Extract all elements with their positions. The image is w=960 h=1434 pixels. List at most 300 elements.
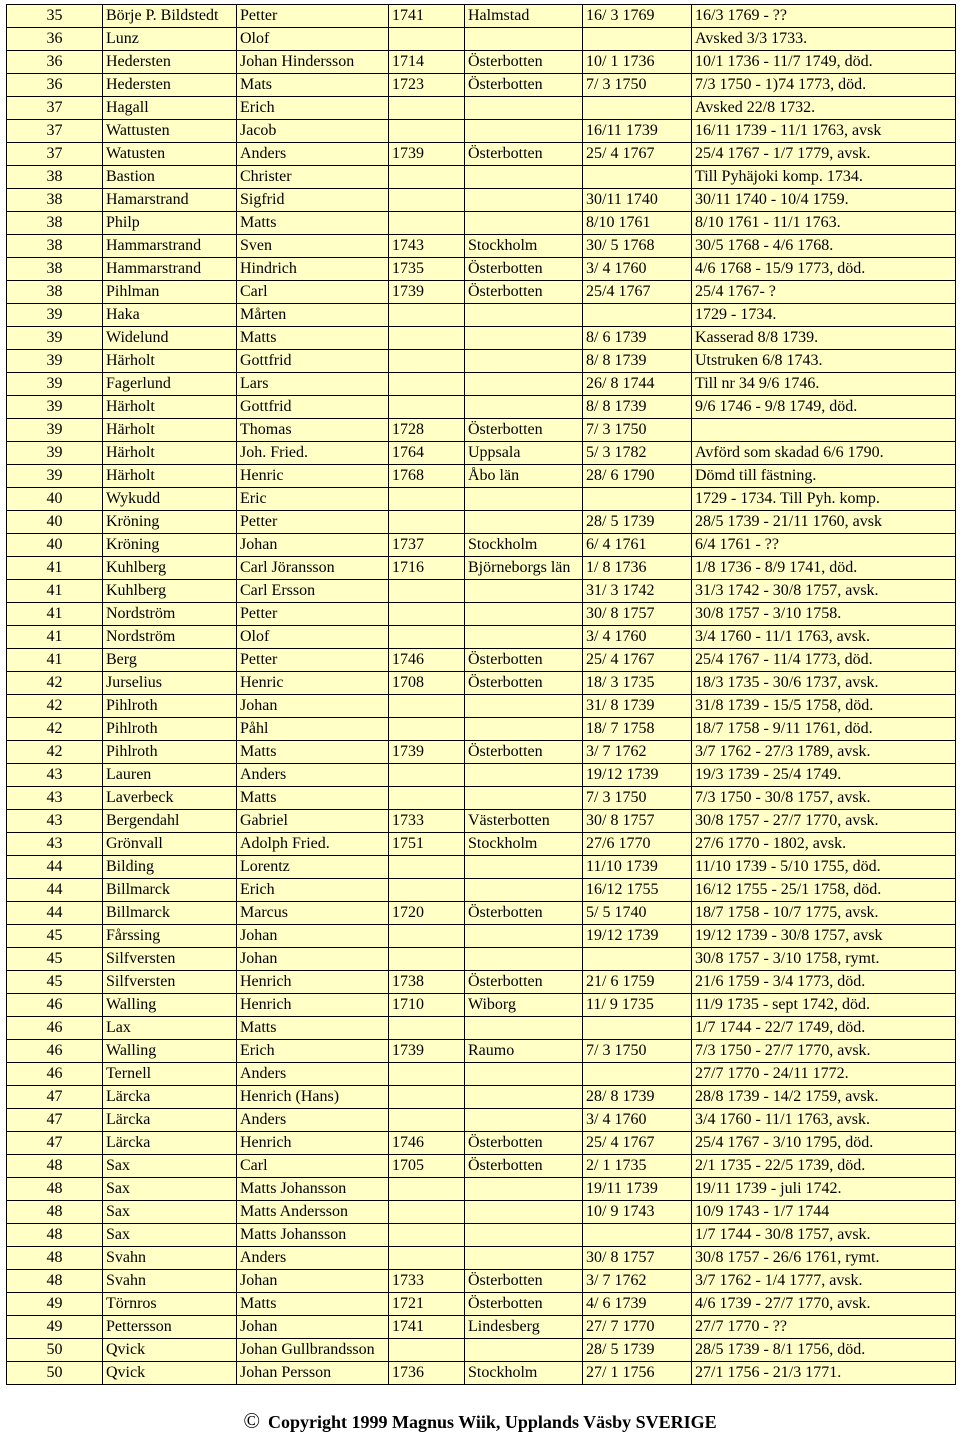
cell-born-year (389, 1017, 465, 1040)
cell-nr: 44 (7, 902, 103, 925)
cell-nr: 49 (7, 1316, 103, 1339)
cell-given-name: Johan (237, 695, 389, 718)
cell-enlisted: 3/ 7 1762 (583, 741, 692, 764)
cell-born-place: Österbotten (465, 143, 583, 166)
cell-born-place: Österbotten (465, 971, 583, 994)
cell-nr: 44 (7, 856, 103, 879)
cell-surname: Pettersson (103, 1316, 237, 1339)
cell-nr: 36 (7, 28, 103, 51)
cell-enlisted: 18/ 3 1735 (583, 672, 692, 695)
cell-given-name: Petter (237, 603, 389, 626)
cell-born-year: 1720 (389, 902, 465, 925)
cell-surname: Bastion (103, 166, 237, 189)
cell-nr: 37 (7, 97, 103, 120)
cell-nr: 36 (7, 74, 103, 97)
cell-enlisted: 11/10 1739 (583, 856, 692, 879)
cell-enlisted: 7/ 3 1750 (583, 419, 692, 442)
cell-service: Avsked 3/3 1733. (692, 28, 956, 51)
table-row (7, 373, 956, 396)
cell-service: 28/5 1739 - 8/1 1756, död. (692, 1339, 956, 1362)
cell-born-year: 1728 (389, 419, 465, 442)
cell-nr: 46 (7, 1017, 103, 1040)
table-row (7, 5, 956, 28)
cell-given-name: Johan (237, 948, 389, 971)
cell-enlisted: 16/ 3 1769 (583, 5, 692, 28)
cell-given-name: Anders (237, 764, 389, 787)
cell-service: 2/1 1735 - 22/5 1739, död. (692, 1155, 956, 1178)
table-row (7, 994, 956, 1017)
cell-born-place: Västerbotten (465, 810, 583, 833)
cell-nr: 48 (7, 1155, 103, 1178)
cell-enlisted: 25/ 4 1767 (583, 1132, 692, 1155)
cell-service: 27/7 1770 - ?? (692, 1316, 956, 1339)
cell-born-place: Björneborgs län (465, 557, 583, 580)
cell-born-place (465, 120, 583, 143)
cell-given-name: Carl (237, 281, 389, 304)
cell-born-year: 1708 (389, 672, 465, 695)
table-row (7, 511, 956, 534)
cell-given-name: Gabriel (237, 810, 389, 833)
cell-born-year: 1737 (389, 534, 465, 557)
cell-given-name: Gottfrid (237, 396, 389, 419)
cell-surname: Härholt (103, 396, 237, 419)
cell-service: 30/8 1757 - 26/6 1761, rymt. (692, 1247, 956, 1270)
table-row (7, 534, 956, 557)
cell-service: 4/6 1739 - 27/7 1770, avsk. (692, 1293, 956, 1316)
cell-born-year (389, 1086, 465, 1109)
cell-born-year (389, 166, 465, 189)
cell-surname: Lärcka (103, 1086, 237, 1109)
table-row (7, 465, 956, 488)
cell-nr: 46 (7, 994, 103, 1017)
table-row (7, 212, 956, 235)
cell-born-year (389, 856, 465, 879)
cell-surname: Kröning (103, 511, 237, 534)
cell-surname: Billmarck (103, 902, 237, 925)
cell-service: 28/5 1739 - 21/11 1760, avsk (692, 511, 956, 534)
cell-born-place (465, 488, 583, 511)
cell-surname: Härholt (103, 350, 237, 373)
cell-given-name: Henrich (237, 971, 389, 994)
cell-enlisted: 16/12 1755 (583, 879, 692, 902)
cell-born-year (389, 603, 465, 626)
cell-given-name: Mats (237, 74, 389, 97)
cell-service: 27/7 1770 - 24/11 1772. (692, 1063, 956, 1086)
cell-nr: 39 (7, 419, 103, 442)
cell-service: 9/6 1746 - 9/8 1749, död. (692, 396, 956, 419)
cell-nr: 40 (7, 511, 103, 534)
cell-nr: 42 (7, 741, 103, 764)
cell-nr: 42 (7, 672, 103, 695)
cell-service: 27/1 1756 - 21/3 1771. (692, 1362, 956, 1385)
cell-surname: Berg (103, 649, 237, 672)
cell-nr: 41 (7, 603, 103, 626)
cell-enlisted: 27/ 1 1756 (583, 1362, 692, 1385)
cell-enlisted: 28/ 6 1790 (583, 465, 692, 488)
cell-service: 3/4 1760 - 11/1 1763, avsk. (692, 1109, 956, 1132)
cell-born-place: Österbotten (465, 74, 583, 97)
table-row (7, 856, 956, 879)
cell-born-place (465, 212, 583, 235)
cell-born-year: 1739 (389, 143, 465, 166)
cell-surname: Lärcka (103, 1109, 237, 1132)
cell-nr: 38 (7, 212, 103, 235)
cell-surname: Kröning (103, 534, 237, 557)
table-row (7, 1086, 956, 1109)
roster-table-body (7, 5, 956, 1385)
cell-surname: Lunz (103, 28, 237, 51)
cell-enlisted: 3/ 4 1760 (583, 1109, 692, 1132)
cell-given-name: Johan Persson (237, 1362, 389, 1385)
cell-born-place (465, 97, 583, 120)
cell-born-year: 1764 (389, 442, 465, 465)
cell-enlisted (583, 1224, 692, 1247)
cell-born-year: 1746 (389, 649, 465, 672)
cell-enlisted: 25/4 1767 (583, 281, 692, 304)
cell-given-name: Henric (237, 465, 389, 488)
cell-born-place (465, 1224, 583, 1247)
cell-born-place (465, 166, 583, 189)
table-row (7, 166, 956, 189)
cell-nr: 39 (7, 327, 103, 350)
table-row (7, 1270, 956, 1293)
cell-given-name: Erich (237, 97, 389, 120)
table-row (7, 1109, 956, 1132)
cell-given-name: Eric (237, 488, 389, 511)
cell-given-name: Carl Jöransson (237, 557, 389, 580)
cell-service: 30/8 1757 - 3/10 1758, rymt. (692, 948, 956, 971)
cell-service: Avförd som skadad 6/6 1790. (692, 442, 956, 465)
cell-service: 18/3 1735 - 30/6 1737, avsk. (692, 672, 956, 695)
table-row (7, 143, 956, 166)
cell-born-year: 1723 (389, 74, 465, 97)
cell-born-place: Österbotten (465, 51, 583, 74)
cell-enlisted: 4/ 6 1739 (583, 1293, 692, 1316)
cell-enlisted: 3/ 4 1760 (583, 258, 692, 281)
cell-surname: Grönvall (103, 833, 237, 856)
cell-service: Till nr 34 9/6 1746. (692, 373, 956, 396)
cell-born-year (389, 764, 465, 787)
cell-born-year: 1733 (389, 810, 465, 833)
cell-surname: Härholt (103, 465, 237, 488)
cell-service: 21/6 1759 - 3/4 1773, död. (692, 971, 956, 994)
cell-surname: Lax (103, 1017, 237, 1040)
cell-given-name: Anders (237, 1109, 389, 1132)
cell-enlisted: 25/ 4 1767 (583, 649, 692, 672)
cell-enlisted: 5/ 3 1782 (583, 442, 692, 465)
cell-nr: 38 (7, 258, 103, 281)
cell-born-place (465, 1247, 583, 1270)
cell-nr: 39 (7, 373, 103, 396)
table-row (7, 419, 956, 442)
cell-nr: 50 (7, 1362, 103, 1385)
cell-nr: 35 (7, 5, 103, 28)
cell-born-year (389, 1339, 465, 1362)
cell-born-place: Österbotten (465, 672, 583, 695)
table-row (7, 787, 956, 810)
cell-service: 7/3 1750 - 1)74 1773, död. (692, 74, 956, 97)
cell-nr: 48 (7, 1224, 103, 1247)
cell-surname: Widelund (103, 327, 237, 350)
cell-nr: 38 (7, 166, 103, 189)
cell-born-year: 1751 (389, 833, 465, 856)
table-row (7, 304, 956, 327)
cell-enlisted: 25/ 4 1767 (583, 143, 692, 166)
cell-nr: 42 (7, 718, 103, 741)
cell-born-place: Raumo (465, 1040, 583, 1063)
cell-given-name: Anders (237, 1247, 389, 1270)
cell-born-place: Åbo län (465, 465, 583, 488)
cell-given-name: Matts Johansson (237, 1224, 389, 1247)
table-row (7, 488, 956, 511)
table-row (7, 1063, 956, 1086)
cell-given-name: Gottfrid (237, 350, 389, 373)
cell-service: Avsked 22/8 1732. (692, 97, 956, 120)
cell-service: 19/11 1739 - juli 1742. (692, 1178, 956, 1201)
cell-given-name: Johan Gullbrandsson (237, 1339, 389, 1362)
table-row (7, 350, 956, 373)
cell-born-place (465, 626, 583, 649)
cell-service: 1/7 1744 - 30/8 1757, avsk. (692, 1224, 956, 1247)
cell-born-year: 1768 (389, 465, 465, 488)
cell-born-year: 1741 (389, 5, 465, 28)
cell-enlisted: 5/ 5 1740 (583, 902, 692, 925)
table-row (7, 603, 956, 626)
table-row (7, 764, 956, 787)
table-row (7, 51, 956, 74)
cell-surname: Härholt (103, 419, 237, 442)
cell-service: 18/7 1758 - 10/7 1775, avsk. (692, 902, 956, 925)
cell-given-name: Matts Andersson (237, 1201, 389, 1224)
cell-born-place: Lindesberg (465, 1316, 583, 1339)
cell-nr: 39 (7, 465, 103, 488)
cell-born-place (465, 189, 583, 212)
cell-born-place (465, 1178, 583, 1201)
cell-born-year (389, 787, 465, 810)
cell-given-name: Carl Ersson (237, 580, 389, 603)
table-row (7, 1339, 956, 1362)
cell-born-place (465, 879, 583, 902)
cell-service: 7/3 1750 - 27/7 1770, avsk. (692, 1040, 956, 1063)
table-row (7, 97, 956, 120)
cell-born-year (389, 350, 465, 373)
cell-service: 3/7 1762 - 27/3 1789, avsk. (692, 741, 956, 764)
table-row (7, 74, 956, 97)
cell-born-place (465, 1339, 583, 1362)
cell-born-place (465, 396, 583, 419)
cell-service: 25/4 1767 - 1/7 1779, avsk. (692, 143, 956, 166)
cell-given-name: Lorentz (237, 856, 389, 879)
cell-born-place (465, 856, 583, 879)
cell-given-name: Petter (237, 5, 389, 28)
cell-born-year: 1746 (389, 1132, 465, 1155)
table-row (7, 442, 956, 465)
cell-service: 30/8 1757 - 3/10 1758. (692, 603, 956, 626)
cell-born-place: Österbotten (465, 1293, 583, 1316)
cell-given-name: Anders (237, 1063, 389, 1086)
cell-enlisted: 27/ 7 1770 (583, 1316, 692, 1339)
cell-born-year: 1738 (389, 971, 465, 994)
cell-nr: 45 (7, 948, 103, 971)
cell-surname: Pihlroth (103, 718, 237, 741)
cell-service: 1729 - 1734. Till Pyh. komp. (692, 488, 956, 511)
cell-surname: Laverbeck (103, 787, 237, 810)
cell-born-place (465, 787, 583, 810)
cell-given-name: Henric (237, 672, 389, 695)
cell-born-place: Österbotten (465, 1155, 583, 1178)
cell-service: 25/4 1767 - 11/4 1773, död. (692, 649, 956, 672)
cell-enlisted: 10/ 1 1736 (583, 51, 692, 74)
cell-born-year: 1741 (389, 1316, 465, 1339)
cell-service: 28/8 1739 - 14/2 1759, avsk. (692, 1086, 956, 1109)
cell-surname: Lauren (103, 764, 237, 787)
cell-born-year (389, 28, 465, 51)
copyright-text: Copyright 1999 Magnus Wiik, Upplands Väsby SVERIGE (268, 1412, 717, 1432)
cell-born-place (465, 580, 583, 603)
cell-given-name: Erich (237, 879, 389, 902)
cell-enlisted: 10/ 9 1743 (583, 1201, 692, 1224)
table-row (7, 948, 956, 971)
cell-born-year (389, 948, 465, 971)
cell-given-name: Matts (237, 1293, 389, 1316)
cell-surname: Sax (103, 1155, 237, 1178)
cell-born-place: Stockholm (465, 534, 583, 557)
cell-surname: Qvick (103, 1339, 237, 1362)
cell-enlisted: 7/ 3 1750 (583, 787, 692, 810)
table-row (7, 120, 956, 143)
cell-born-year (389, 488, 465, 511)
cell-given-name: Olof (237, 28, 389, 51)
cell-surname: Bilding (103, 856, 237, 879)
cell-born-year (389, 304, 465, 327)
cell-given-name: Matts (237, 212, 389, 235)
cell-nr: 43 (7, 764, 103, 787)
cell-service: 16/12 1755 - 25/1 1758, död. (692, 879, 956, 902)
cell-born-place (465, 1201, 583, 1224)
cell-given-name: Matts Johansson (237, 1178, 389, 1201)
cell-nr: 48 (7, 1178, 103, 1201)
cell-service: 30/11 1740 - 10/4 1759. (692, 189, 956, 212)
cell-born-year (389, 120, 465, 143)
cell-nr: 43 (7, 810, 103, 833)
cell-enlisted: 30/ 8 1757 (583, 603, 692, 626)
cell-born-place (465, 603, 583, 626)
table-row (7, 1247, 956, 1270)
table-row (7, 557, 956, 580)
cell-service: 19/3 1739 - 25/4 1749. (692, 764, 956, 787)
cell-born-place: Österbotten (465, 1270, 583, 1293)
cell-service: 3/4 1760 - 11/1 1763, avsk. (692, 626, 956, 649)
cell-born-place: Österbotten (465, 258, 583, 281)
cell-nr: 48 (7, 1201, 103, 1224)
cell-nr: 41 (7, 557, 103, 580)
cell-nr: 37 (7, 120, 103, 143)
cell-surname: Hammarstrand (103, 235, 237, 258)
cell-born-place (465, 327, 583, 350)
cell-enlisted: 28/ 5 1739 (583, 511, 692, 534)
cell-enlisted: 8/ 8 1739 (583, 350, 692, 373)
cell-enlisted: 8/10 1761 (583, 212, 692, 235)
cell-service: 16/3 1769 - ?? (692, 5, 956, 28)
cell-enlisted: 16/11 1739 (583, 120, 692, 143)
cell-born-year (389, 1063, 465, 1086)
cell-born-year: 1739 (389, 281, 465, 304)
cell-nr: 47 (7, 1086, 103, 1109)
cell-born-place: Wiborg (465, 994, 583, 1017)
cell-born-place (465, 695, 583, 718)
cell-nr: 39 (7, 442, 103, 465)
cell-surname: Philp (103, 212, 237, 235)
cell-nr: 41 (7, 626, 103, 649)
cell-born-place (465, 511, 583, 534)
table-row (7, 672, 956, 695)
cell-enlisted: 3/ 7 1762 (583, 1270, 692, 1293)
cell-born-year: 1739 (389, 1040, 465, 1063)
cell-service: 31/8 1739 - 15/5 1758, död. (692, 695, 956, 718)
cell-born-place: Österbotten (465, 1132, 583, 1155)
cell-service: 11/9 1735 - sept 1742, död. (692, 994, 956, 1017)
cell-born-year (389, 189, 465, 212)
cell-born-year (389, 695, 465, 718)
cell-nr: 43 (7, 787, 103, 810)
cell-given-name: Johan (237, 1316, 389, 1339)
cell-given-name: Adolph Fried. (237, 833, 389, 856)
cell-nr: 41 (7, 580, 103, 603)
cell-born-year (389, 1109, 465, 1132)
cell-born-place: Stockholm (465, 1362, 583, 1385)
cell-given-name: Sven (237, 235, 389, 258)
cell-enlisted (583, 948, 692, 971)
cell-given-name: Henrich (237, 994, 389, 1017)
cell-enlisted: 19/12 1739 (583, 925, 692, 948)
table-row (7, 1224, 956, 1247)
table-row (7, 258, 956, 281)
cell-given-name: Petter (237, 649, 389, 672)
cell-born-year: 1721 (389, 1293, 465, 1316)
cell-surname: Törnros (103, 1293, 237, 1316)
table-row (7, 1201, 956, 1224)
cell-surname: Nordström (103, 626, 237, 649)
cell-enlisted: 2/ 1 1735 (583, 1155, 692, 1178)
cell-enlisted: 27/6 1770 (583, 833, 692, 856)
table-row (7, 1155, 956, 1178)
cell-born-place (465, 1086, 583, 1109)
cell-given-name: Johan (237, 925, 389, 948)
cell-born-place: Halmstad (465, 5, 583, 28)
copyright-symbol: © (243, 1408, 261, 1433)
cell-surname: Ternell (103, 1063, 237, 1086)
cell-surname: Hagall (103, 97, 237, 120)
cell-enlisted: 1/ 8 1736 (583, 557, 692, 580)
cell-given-name: Thomas (237, 419, 389, 442)
table-row (7, 1293, 956, 1316)
cell-given-name: Mårten (237, 304, 389, 327)
cell-given-name: Påhl (237, 718, 389, 741)
cell-given-name: Petter (237, 511, 389, 534)
cell-born-place: Stockholm (465, 833, 583, 856)
cell-given-name: Joh. Fried. (237, 442, 389, 465)
cell-born-year (389, 626, 465, 649)
cell-given-name: Marcus (237, 902, 389, 925)
cell-surname: Svahn (103, 1247, 237, 1270)
cell-enlisted: 30/ 8 1757 (583, 810, 692, 833)
cell-service: 16/11 1739 - 11/1 1763, avsk (692, 120, 956, 143)
cell-enlisted: 8/ 6 1739 (583, 327, 692, 350)
cell-surname: Wykudd (103, 488, 237, 511)
cell-nr: 44 (7, 879, 103, 902)
cell-enlisted: 30/11 1740 (583, 189, 692, 212)
cell-born-year (389, 580, 465, 603)
